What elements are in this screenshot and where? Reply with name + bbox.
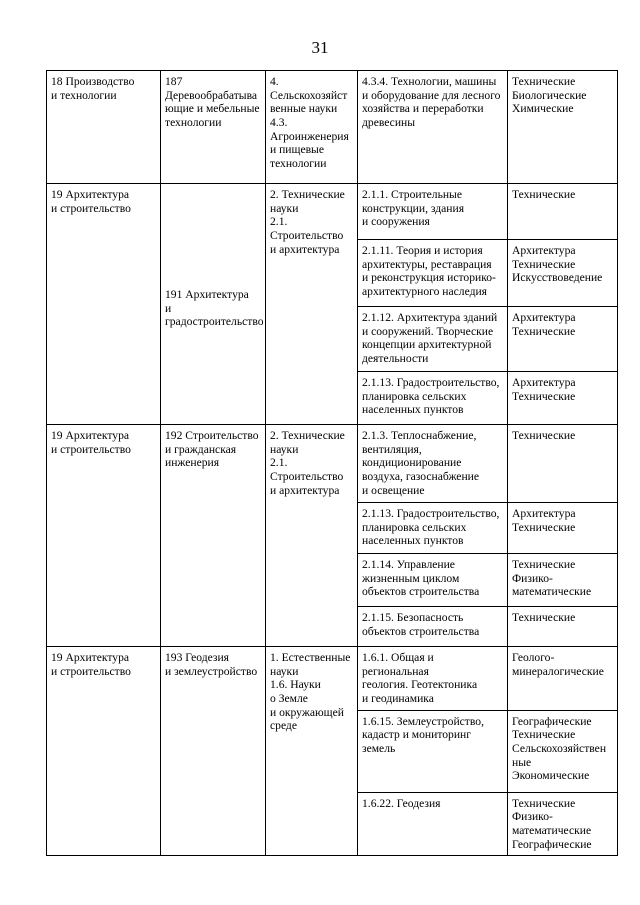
science-cell: 2. Технические науки 2.1. Строительство и архитектура [266,184,358,425]
table-row [47,647,618,711]
table-row [47,71,618,184]
page-number: 31 [311,38,329,57]
branch-cell: Технические Физико- математические [508,554,618,607]
direction-cell: 193 Геодезия и землеустройство [161,647,266,856]
branch-cell: Архитектура Технические Искусствоведение [508,240,618,307]
branch-cell: Технические [508,425,618,503]
direction-cell: 187 Деревообрабатыва ющие и мебельные технологии [161,71,266,184]
branch-cell: Технические [508,607,618,647]
direction-cell: 192 Строительство и гражданская инженерия [161,425,266,647]
science-cell: 1. Естественные науки 1.6. Науки о Земле и окружающей среде [266,647,358,856]
specialty-cell: 2.1.11. Теория и история архитектуры, реставрация и реконструкция историко- архитектурного наследия [358,240,508,307]
area-cell: 18 Производство и технологии [47,71,161,184]
branch-cell: Технические Физико- математические Географические [508,792,618,856]
branch-cell: Технические Биологические Химические [508,71,618,184]
table-row [47,184,618,240]
branch-cell: Архитектура Технические [508,307,618,372]
area-cell: 19 Архитектура и строительство [47,647,161,856]
branch-cell: Геолого- минералогические [508,647,618,711]
specialty-cell: 1.6.1. Общая и региональная геология. Геотектоника и геодинамика [358,647,508,711]
specialty-cell: 2.1.13. Градостроительство, планировка сельских населенных пунктов [358,503,508,554]
specialty-cell: 2.1.1. Строительные конструкции, здания и сооружения [358,184,508,240]
area-cell: 19 Архитектура и строительство [47,425,161,647]
specialty-cell: 2.1.12. Архитектура зданий и сооружений. Творческие концепции архитектурной деятельности [358,307,508,372]
area-cell: 19 Архитектура и строительство [47,184,161,425]
science-cell: 2. Технические науки 2.1. Строительство и архитектура [266,425,358,647]
specialty-cell: 4.3.4. Технологии, машины и оборудование для лесного хозяйства и переработки древесины [358,71,508,184]
science-cell: 4. Сельскохозяйст венные науки 4.3. Агроинженерия и пищевые технологии [266,71,358,184]
branch-cell: Технические [508,184,618,240]
direction-cell: 191 Архитектура и градостроительство [161,184,266,425]
table-row [47,425,618,503]
branch-cell: Географические Технические Сельскохозяйствен ные Экономические [508,710,618,792]
specialty-cell: 2.1.15. Безопасность объектов строительства [358,607,508,647]
branch-cell: Архитектура Технические [508,372,618,425]
specialty-cell: 2.1.14. Управление жизненным циклом объектов строительства [358,554,508,607]
specialties-table [46,70,618,856]
specialty-cell: 2.1.13. Градостроительство, планировка сельских населенных пунктов [358,372,508,425]
branch-cell: Архитектура Технические [508,503,618,554]
specialty-cell: 1.6.22. Геодезия [358,792,508,856]
specialty-cell: 1.6.15. Землеустройство, кадастр и мониторинг земель [358,710,508,792]
specialty-cell: 2.1.3. Теплоснабжение, вентиляция, кондиционирование воздуха, газоснабжение и освещение [358,425,508,503]
